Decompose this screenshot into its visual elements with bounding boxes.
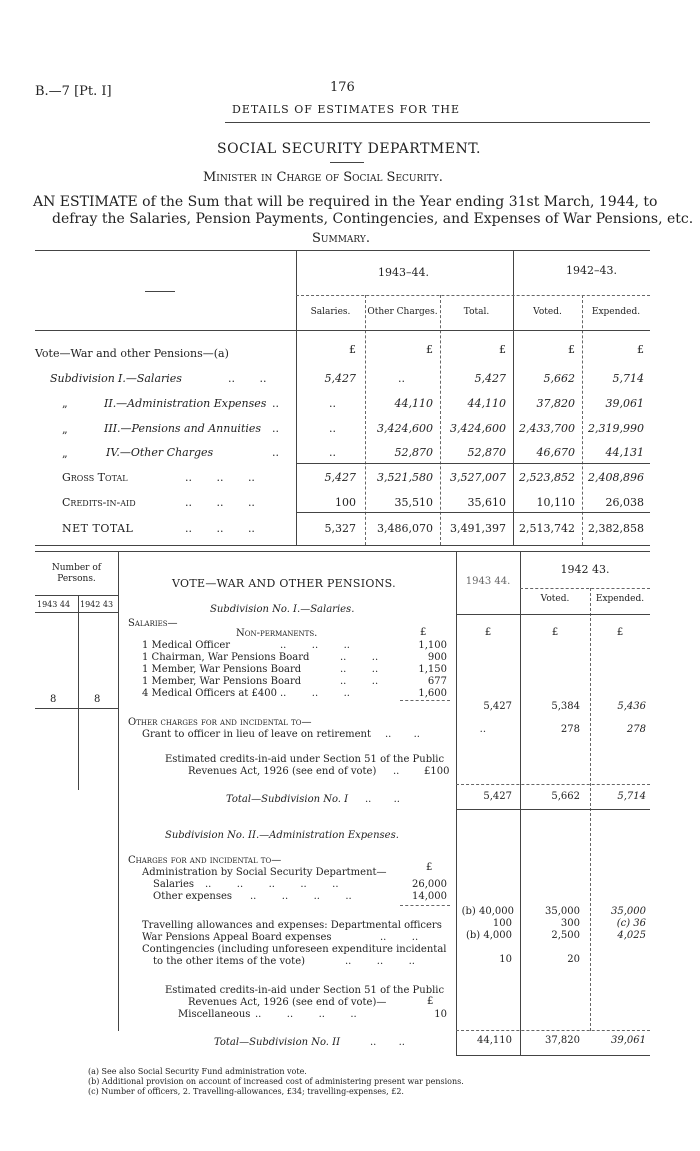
vote-label: Vote—War and other Pensions—(a) <box>35 347 229 360</box>
item-amount: 1,150 <box>418 664 447 675</box>
sub2-other-label: Other expenses <box>153 891 233 902</box>
row-label: IV.—Other Charges <box>106 446 214 459</box>
year-col-1943: 1943 44 <box>37 600 71 609</box>
footnote: (b) Additional provision on account of increased cost of administering present war pensions. <box>88 1077 464 1086</box>
cell: 2,408,896 <box>588 471 644 484</box>
year-col-1942: 1942 43 <box>80 600 114 609</box>
col-1943-header: 1943 44. <box>465 576 511 587</box>
vote-title: VOTE—WAR AND OTHER PENSIONS. <box>172 577 396 590</box>
credits1-line1: Estimated credits-in-aid under Section 51 of the Public <box>165 754 445 765</box>
cell: 3,424,600 <box>450 422 506 435</box>
cell: .. <box>329 422 336 435</box>
cell: 5,427 <box>474 372 506 385</box>
cell: 37,820 <box>536 397 575 410</box>
contingencies-1943: 10 <box>499 954 512 965</box>
currency-symbol: £ <box>616 627 624 638</box>
cell: 5,714 <box>612 372 644 385</box>
misc-label: Miscellaneous <box>178 1009 251 1020</box>
currency-symbol: £ <box>551 627 559 638</box>
item-amount: 1,100 <box>418 640 447 651</box>
cell: 2,382,858 <box>588 522 644 535</box>
item-amount: 1,600 <box>418 688 447 699</box>
travel-label: Travelling allowances and expenses: Departmental officers <box>142 920 442 931</box>
page-heading: DETAILS OF ESTIMATES FOR THE <box>232 103 460 116</box>
currency-symbol: £ <box>426 862 433 873</box>
minister-line: Minister in Charge of Social Security. <box>203 170 443 185</box>
currency-symbol: £ <box>568 343 575 356</box>
cell: 44,131 <box>605 446 644 459</box>
sub1-total-1943: 5,427 <box>483 791 512 802</box>
row-prefix: „ <box>62 447 68 460</box>
cell: 46,670 <box>536 446 575 459</box>
admin-voted: 35,000 <box>545 906 580 917</box>
footnote: (a) See also Social Security Fund administration vote. <box>88 1067 307 1076</box>
cell: .. <box>329 397 336 410</box>
currency-symbol: £ <box>499 343 506 356</box>
estimate-intro-line2: defray the Salaries, Pension Payments, Contingencies, and Expenses of War Pensions, etc. <box>52 211 694 227</box>
sub1-salaries-1943: 5,427 <box>483 701 512 712</box>
summary-group-previous: 1942–43. <box>566 264 617 277</box>
sub2-other-amount: 14,000 <box>412 891 447 902</box>
sub2-title: Subdivision No. II.—Administration Expenses. <box>165 830 399 841</box>
appeal-1943: (b) 4,000 <box>465 930 512 941</box>
cell: 10,110 <box>536 496 575 509</box>
item-amount: 677 <box>427 676 447 687</box>
grant-1943: .. <box>479 724 486 735</box>
department-title: SOCIAL SECURITY DEPARTMENT. <box>217 141 481 157</box>
col-salaries: Salaries. <box>310 307 351 317</box>
travel-expended: (c) 36 <box>616 918 646 929</box>
sub1-salaries-expended: 5,436 <box>617 701 646 712</box>
sub2-total-label: Total—Subdivision No. II <box>214 1037 341 1048</box>
admin-expended: 35,000 <box>611 906 646 917</box>
cell: 3,527,007 <box>450 471 506 484</box>
cell: 2,513,742 <box>519 522 575 535</box>
cell: 35,510 <box>394 496 433 509</box>
grant-expended: 278 <box>626 724 646 735</box>
currency-symbol: £ <box>484 627 492 638</box>
row-label: I.—Salaries <box>118 372 182 385</box>
contingencies-voted: 20 <box>567 954 580 965</box>
row-label: III.—Pensions and Annuities <box>104 422 262 435</box>
row-prefix: „ <box>62 397 68 410</box>
travel-voted: 300 <box>560 918 580 929</box>
cell: 5,427 <box>324 471 356 484</box>
item-label: 4 Medical Officers at £400 <box>142 688 277 699</box>
cell: 2,523,852 <box>519 471 575 484</box>
sub1-total-voted: 5,662 <box>551 791 580 802</box>
cell: 39,061 <box>605 397 644 410</box>
item-label: 1 Member, War Pensions Board <box>142 676 302 687</box>
sub1-title: Subdivision No. I.—Salaries. <box>210 604 355 615</box>
sub2-salaries-amount: 26,000 <box>412 879 447 890</box>
misc-amount: 10 <box>434 1009 447 1020</box>
row-label: II.—Administration Expenses <box>104 397 267 410</box>
col-other-charges: Other Charges. <box>367 307 438 317</box>
cell: 52,870 <box>394 446 433 459</box>
summary-heading: Summary. <box>312 231 370 246</box>
cell: 5,427 <box>324 372 356 385</box>
other-charges-label: Other charges for and incidental to— <box>128 717 312 728</box>
item-label: 1 Chairman, War Pensions Board <box>142 652 310 663</box>
footnote: (c) Number of officers, 2. Travelling-allowances, £34; travelling-expenses, £2. <box>88 1087 404 1096</box>
credits2-line1: Estimated credits-in-aid under Section 51 of the Public <box>165 985 445 996</box>
sub2-total-voted: 37,820 <box>545 1035 580 1046</box>
cell: 44,110 <box>467 397 506 410</box>
row-label: NET TOTAL <box>62 522 134 535</box>
cell: .. <box>398 372 405 385</box>
sub1-salaries-voted: 5,384 <box>551 701 580 712</box>
currency-symbol: £ <box>637 343 644 356</box>
appeal-expended: 4,025 <box>617 930 646 941</box>
item-amount: 900 <box>427 652 447 663</box>
cell: .. <box>329 446 336 459</box>
col-voted-header: Voted. <box>540 594 570 604</box>
currency-symbol: £ <box>349 343 356 356</box>
page-number: 176 <box>330 80 355 95</box>
item-label: 1 Member, War Pensions Board <box>142 664 302 675</box>
cell: 3,491,397 <box>450 522 506 535</box>
cell: 100 <box>335 496 356 509</box>
admin-label: Administration by Social Security Department— <box>142 867 387 878</box>
cell: 26,038 <box>605 496 644 509</box>
admin-1943: (b) 40,000 <box>461 906 514 917</box>
cell: 52,870 <box>467 446 506 459</box>
salaries-label: Salaries— <box>128 618 178 629</box>
charges-label: Charges for and incidental to— <box>128 855 282 866</box>
appeal-voted: 2,500 <box>551 930 580 941</box>
credits1-amount: £100 <box>424 766 450 777</box>
col-1942-header: 1942 43. <box>560 563 610 576</box>
contingencies-line1: Contingencies (including unforeseen expenditure incidental <box>142 944 447 955</box>
sub2-total-1943: 44,110 <box>477 1035 512 1046</box>
sub2-salaries-label: Salaries <box>153 879 195 890</box>
cell: 3,424,600 <box>377 422 433 435</box>
grant-label: Grant to officer in lieu of leave on retirement <box>142 729 371 740</box>
cell: 3,521,580 <box>377 471 433 484</box>
row-prefix: „ <box>62 423 68 436</box>
appeal-label: War Pensions Appeal Board expenses <box>142 932 332 943</box>
persons-1943: 8 <box>50 694 57 705</box>
row-label: Gross Total <box>62 471 128 484</box>
credits1-line2: Revenues Act, 1926 (see end of vote) <box>188 766 377 777</box>
number-of-persons-header: Number of Persons. <box>51 563 102 584</box>
cell: 2,433,700 <box>519 422 575 435</box>
cell: 2,319,990 <box>588 422 644 435</box>
currency-symbol: £ <box>426 343 433 356</box>
row-prefix: Subdivision <box>50 372 115 385</box>
sub1-total-label: Total—Subdivision No. I <box>226 794 349 805</box>
non-permanents-label: Non-permanents. <box>236 628 318 639</box>
col-voted: Voted. <box>533 307 562 317</box>
col-total: Total. <box>463 307 490 317</box>
currency-symbol: £ <box>427 996 434 1007</box>
col-expended: Expended. <box>591 307 641 317</box>
cell: 5,662 <box>543 372 575 385</box>
credits2-line2: Revenues Act, 1926 (see end of vote)— <box>188 997 387 1008</box>
persons-1942: 8 <box>94 694 101 705</box>
cell: 3,486,070 <box>377 522 433 535</box>
contingencies-line2: to the other items of the vote) <box>153 956 306 967</box>
currency-symbol: £ <box>420 627 427 638</box>
summary-group-current: 1943–44. <box>378 266 429 279</box>
cell: 35,610 <box>467 496 506 509</box>
row-label: Credits-in-aid <box>62 496 136 509</box>
col-expended-header: Expended. <box>595 594 645 604</box>
travel-1943: 100 <box>492 918 512 929</box>
grant-voted: 278 <box>560 724 580 735</box>
estimate-intro-line1: AN ESTIMATE of the Sum that will be required in the Year ending 31st March, 1944, to <box>33 194 658 210</box>
cell: 44,110 <box>394 397 433 410</box>
cell: 5,327 <box>324 522 356 535</box>
sub2-total-expended: 39,061 <box>611 1035 646 1046</box>
document-reference: B.—7 [Pt. I] <box>35 84 112 99</box>
item-label: 1 Medical Officer <box>142 640 231 651</box>
sub1-total-expended: 5,714 <box>617 791 646 802</box>
